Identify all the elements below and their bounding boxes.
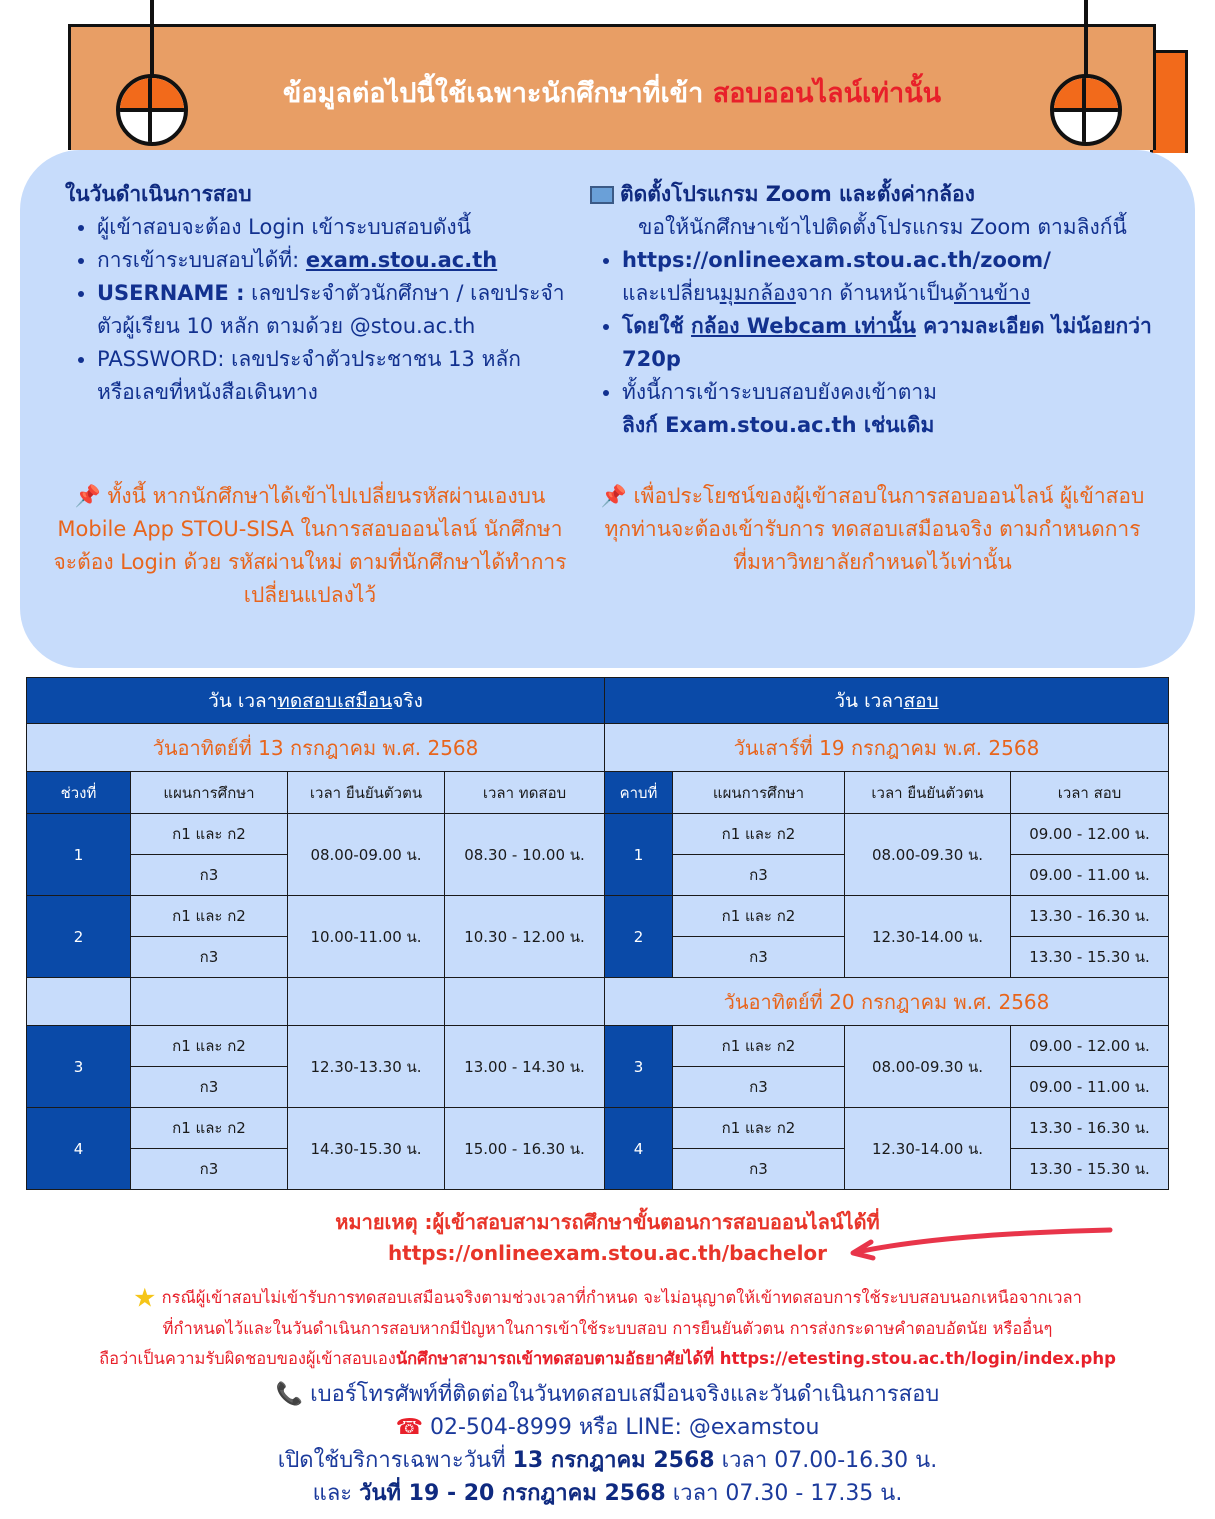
phone-icon: 📞 xyxy=(275,1382,304,1407)
banner-title xyxy=(71,71,1153,114)
phone-number[interactable]: 02-504-8999 หรือ LINE: @examstou xyxy=(429,1415,820,1440)
exam-time: 09.00 - 11.00 น. xyxy=(1011,855,1169,896)
column-header-row xyxy=(27,772,1169,814)
plan-cell: ก3 xyxy=(131,1149,288,1190)
pin-icon: 📌 xyxy=(600,484,627,508)
zoom-intro: ขอให้นักศึกษาเข้าไปติดตั้งโปรแกรม Zoom ตามลิงก์นี้ xyxy=(638,215,1127,239)
table-row xyxy=(27,814,1169,855)
plan-cell: ก3 xyxy=(131,1067,288,1108)
warning-footnote xyxy=(0,1283,1215,1374)
zoom-section xyxy=(590,178,1175,442)
table-top-header xyxy=(27,678,1169,724)
mock-test-note-text: เพื่อประโยชน์ของผู้เข้าสอบในการสอบออนไลน์ ผู้เข้าสอบทุกท่านจะต้องเข้ารับการ ทดสอบเสมือนจริง ตามกำหนดการที่มหาวิทยาลัยกำหนดไว้เท่านั้น xyxy=(604,484,1145,574)
schedule-table xyxy=(26,677,1169,1190)
verify-time: 08.00-09.30 น. xyxy=(845,814,1011,896)
verify-time: 08.00-09.30 น. xyxy=(845,1026,1011,1108)
exam-time: 13.30 - 16.30 น. xyxy=(1011,896,1169,937)
zoom-link[interactable]: https://onlineexam.stou.ac.th/zoom/ xyxy=(622,248,1051,272)
verify-time: 12.30-14.00 น. xyxy=(845,896,1011,978)
remark-link[interactable]: https://onlineexam.stou.ac.th/bachelor xyxy=(387,1241,828,1265)
column-header: แผนการศึกษา xyxy=(131,772,288,814)
plan-cell: ก1 และ ก2 xyxy=(673,1108,845,1149)
arrow-icon xyxy=(845,1222,1115,1262)
password-note xyxy=(50,480,570,612)
plan-cell: ก3 xyxy=(673,1149,845,1190)
ball-icon-right xyxy=(1050,74,1122,146)
plan-cell: ก3 xyxy=(131,855,288,896)
plan-cell: ก1 และ ก2 xyxy=(131,1108,288,1149)
contact-section xyxy=(0,1378,1215,1510)
hanger-line-right xyxy=(1084,0,1088,80)
footnote-text: กรณีผู้เข้าสอบไม่เข้ารับการทดสอบเสมือนจริงตามช่วงเวลาที่กำหนด จะไม่อนุญาตให้เข้าทดสอบการใช้ระบบสอบนอกเหนือจากเวลา xyxy=(161,1288,1082,1307)
column-header: เวลา ยืนยันตัวตน xyxy=(288,772,445,814)
mock-test-note xyxy=(600,480,1145,579)
table-row xyxy=(27,1108,1169,1149)
zoom-item-text: จาก ด้านหน้าเป็น xyxy=(795,281,955,305)
zoom-item xyxy=(622,376,1175,442)
plan-cell: ก1 และ ก2 xyxy=(131,896,288,937)
zoom-item xyxy=(622,310,1175,376)
ball-icon-left xyxy=(116,74,188,146)
test-time: 08.30 - 10.00 น. xyxy=(445,814,605,896)
test-time: 13.00 - 14.30 น. xyxy=(445,1026,605,1108)
verify-time: 12.30-13.30 น. xyxy=(288,1026,445,1108)
plan-cell: ก1 และ ก2 xyxy=(131,814,288,855)
zoom-item-text: กล้อง Webcam เท่านั้น xyxy=(691,314,916,338)
plan-cell: ก1 และ ก2 xyxy=(131,1026,288,1067)
zoom-item-text: ทั้งนี้การเข้าระบบสอบยังคงเข้าตาม xyxy=(622,380,937,404)
date-row xyxy=(27,724,1169,772)
header-text: วัน เวลา xyxy=(834,689,904,712)
exam-day-item xyxy=(97,277,565,343)
remark-line: หมายเหตุ :ผู้เข้าสอบสามารถศึกษาขั้นตอนการสอบออนไลน์ได้ที่ xyxy=(335,1210,880,1234)
footnote-text: ถือว่าเป็นความรับผิดชอบของผู้เข้าสอบเอง xyxy=(99,1348,396,1368)
session-number: 1 xyxy=(27,814,131,896)
session-number: 2 xyxy=(27,896,131,978)
zoom-item-text: ด้านข้าง xyxy=(954,281,1031,305)
username-label: USERNAME : xyxy=(97,281,245,305)
contact-text: เวลา 07.00-16.30 น. xyxy=(721,1448,938,1473)
period-number: 1 xyxy=(605,814,673,896)
plan-cell: ก1 และ ก2 xyxy=(673,896,845,937)
service-hours xyxy=(0,1477,1215,1510)
mock-test-header xyxy=(27,678,605,724)
column-header: เวลา ยืนยันตัวตน xyxy=(845,772,1011,814)
star-icon: ★ xyxy=(133,1283,157,1314)
exam-day-list xyxy=(65,211,565,409)
exam-day-item: • ผู้เข้าสอบจะต้อง Login เข้าระบบสอบดังนี้ xyxy=(97,211,565,244)
period-number: 4 xyxy=(605,1108,673,1190)
test-time: 10.30 - 12.00 น. xyxy=(445,896,605,978)
username-text: เลขประจำตัวนักศึกษา / เลขประจำตัวผู้เรียน 10 หลัก ตามด้วย @stou.ac.th xyxy=(97,281,565,338)
test-time: 15.00 - 16.30 น. xyxy=(445,1108,605,1190)
exam-day-section xyxy=(65,178,565,409)
contact-text: เปิดใช้บริการเฉพาะวันที่ xyxy=(277,1448,506,1473)
zoom-list xyxy=(590,244,1175,442)
exam-day-item xyxy=(97,244,565,277)
exam-url-label: การเข้าระบบสอบได้ที่: xyxy=(97,248,300,272)
exam-time: 09.00 - 11.00 น. xyxy=(1011,1067,1169,1108)
exam-time: 13.30 - 15.30 น. xyxy=(1011,937,1169,978)
period-number: 2 xyxy=(605,896,673,978)
period-number: 3 xyxy=(605,1026,673,1108)
plan-cell: ก3 xyxy=(673,1067,845,1108)
banner-board xyxy=(68,24,1156,150)
exam-date: วันอาทิตย์ที่ 20 กรกฎาคม พ.ศ. 2568 xyxy=(605,978,1169,1026)
column-header: แผนการศึกษา xyxy=(673,772,845,814)
empty-cell xyxy=(288,978,445,1026)
password-note-text: ทั้งนี้ หากนักศึกษาได้เข้าไปเปลี่ยนรหัสผ่านเองบน Mobile App STOU-SISA ในการสอบออนไลน์ นักศึกษาจะต้อง Login ด้วย รหัสผ่านใหม่ ตามที่นักศึกษาได้ทำการเปลี่ยนแปลงไว้ xyxy=(53,484,567,607)
header-text: วัน เวลา xyxy=(208,689,278,712)
header-text: สอบ xyxy=(903,689,939,712)
header-text: จริง xyxy=(392,689,423,712)
zoom-item-text: ความละเอียด ไม่น้อยกว่า 720p xyxy=(622,314,1152,371)
contact-text: เวลา 07.30 - 17.35 น. xyxy=(672,1481,903,1506)
verify-time: 10.00-11.00 น. xyxy=(288,896,445,978)
exam-day-item: • PASSWORD: เลขประจำตัวประชาชน 13 หลัก หรือเลขที่หนังสือเดินทาง xyxy=(97,343,565,409)
plan-cell: ก1 และ ก2 xyxy=(673,1026,845,1067)
exam-time: 13.30 - 16.30 น. xyxy=(1011,1108,1169,1149)
computer-icon xyxy=(590,186,614,204)
empty-cell xyxy=(131,978,288,1026)
service-hours xyxy=(0,1444,1215,1477)
exam-time: 13.30 - 15.30 น. xyxy=(1011,1149,1169,1190)
zoom-item-text: และเปลี่ยน xyxy=(622,281,720,305)
verify-time: 08.00-09.00 น. xyxy=(288,814,445,896)
column-header: ช่วงที่ xyxy=(27,772,131,814)
contact-phone xyxy=(0,1411,1215,1444)
table-row xyxy=(27,1026,1169,1067)
footnote-line xyxy=(0,1344,1215,1374)
banner-title-prefix: ข้อมูลต่อไปนี้ใช้เฉพาะนักศึกษาที่เข้า xyxy=(282,78,704,109)
session-number: 3 xyxy=(27,1026,131,1108)
column-header: เวลา สอบ xyxy=(1011,772,1169,814)
exam-time: 09.00 - 12.00 น. xyxy=(1011,1026,1169,1067)
pin-icon: 📌 xyxy=(74,484,101,508)
plan-cell: ก3 xyxy=(673,937,845,978)
exam-day-heading: ในวันดำเนินการสอบ xyxy=(65,182,252,206)
contact-text: และ xyxy=(312,1481,353,1506)
empty-cell xyxy=(27,978,131,1026)
zoom-item-text: โดยใช้ xyxy=(622,314,684,338)
empty-cell xyxy=(445,978,605,1026)
zoom-heading-text: ติดตั้งโปรแกรม Zoom และตั้งค่ากล้อง xyxy=(620,182,975,206)
exam-header xyxy=(605,678,1169,724)
verify-time: 12.30-14.00 น. xyxy=(845,1108,1011,1190)
footnote-line xyxy=(0,1283,1215,1314)
contact-date: 13 กรกฎาคม 2568 xyxy=(512,1448,715,1473)
plan-cell: ก3 xyxy=(131,937,288,978)
info-panel xyxy=(20,150,1195,668)
contact-heading xyxy=(0,1378,1215,1411)
date-row xyxy=(27,978,1169,1026)
exam-time: 09.00 - 12.00 น. xyxy=(1011,814,1169,855)
plan-cell: ก1 และ ก2 xyxy=(673,814,845,855)
exam-url-link[interactable]: exam.stou.ac.th xyxy=(305,248,498,272)
banner-title-highlight: สอบออนไลน์เท่านั้น xyxy=(712,78,942,109)
telephone-icon: ☎ xyxy=(395,1415,423,1440)
header-text: ทดสอบเสมือน xyxy=(277,689,393,712)
zoom-item-text: มุมกล้อง xyxy=(719,281,796,305)
contact-date: วันที่ 19 - 20 กรกฎาคม 2568 xyxy=(359,1481,666,1506)
table-row xyxy=(27,896,1169,937)
contact-text: เบอร์โทรศัพท์ที่ติดต่อในวันทดสอบเสมือนจริงและวันดำเนินการสอบ xyxy=(310,1382,940,1407)
column-header: คาบที่ xyxy=(605,772,673,814)
zoom-item-text: ลิงก์ Exam.stou.ac.th เช่นเดิม xyxy=(622,413,935,437)
column-header: เวลา ทดสอบ xyxy=(445,772,605,814)
hanger-line-left xyxy=(150,0,154,80)
etesting-link[interactable]: นักศึกษาสามารถเข้าทดสอบตามอัธยาศัยได้ที่ https://etesting.stou.ac.th/login/index.php xyxy=(395,1348,1116,1368)
mock-test-date: วันอาทิตย์ที่ 13 กรกฎาคม พ.ศ. 2568 xyxy=(27,724,605,772)
session-number: 4 xyxy=(27,1108,131,1190)
verify-time: 14.30-15.30 น. xyxy=(288,1108,445,1190)
footnote-line: ที่กำหนดไว้และในวันดำเนินการสอบหากมีปัญหาในการเข้าใช้ระบบสอบ การยืนยันตัวตน การส่งกระดาษคำตอบอัตนัย หรืออื่นๆ xyxy=(162,1318,1053,1338)
exam-date: วันเสาร์ที่ 19 กรกฎาคม พ.ศ. 2568 xyxy=(605,724,1169,772)
top-banner xyxy=(0,0,1215,150)
zoom-item xyxy=(622,244,1175,310)
plan-cell: ก3 xyxy=(673,855,845,896)
zoom-heading xyxy=(590,178,1175,211)
